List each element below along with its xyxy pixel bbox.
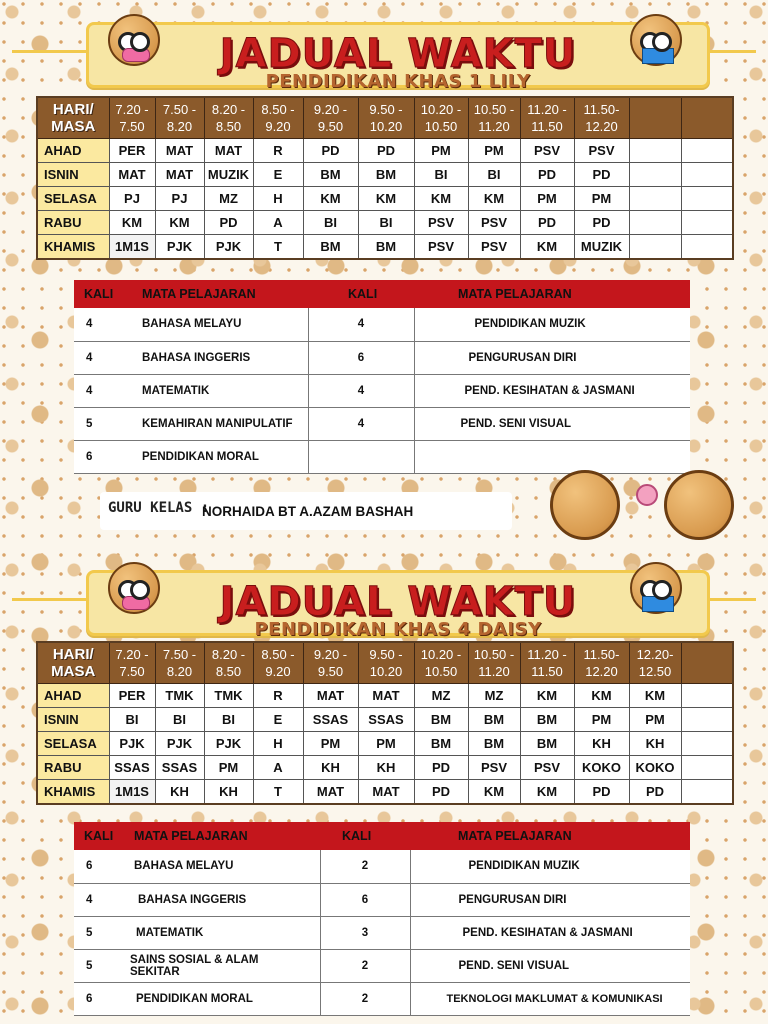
period-cell: PSV	[520, 139, 574, 163]
period-cell: KH	[629, 732, 681, 756]
graduate-cookie-icon	[550, 470, 620, 540]
teacher-label: GURU KELAS :	[108, 500, 210, 516]
cookie-mascot-icon	[108, 562, 160, 614]
period-cell	[629, 235, 681, 259]
day-row-rabu	[37, 211, 733, 235]
subject-row	[74, 440, 690, 473]
period-cell: BM	[468, 732, 520, 756]
period-cell: BI	[414, 163, 468, 187]
period-cell: BM	[303, 163, 358, 187]
subject-name: BAHASA MELAYU	[132, 308, 308, 341]
period-cell: PSV	[468, 211, 520, 235]
period-cell: KM	[468, 780, 520, 804]
subject-row	[74, 374, 690, 407]
kali-value: 5	[74, 949, 124, 982]
period-cell	[681, 732, 733, 756]
kali-value: 6	[320, 883, 410, 916]
period-cell: BM	[520, 732, 574, 756]
period-cell: H	[253, 732, 303, 756]
period-cell: PER	[109, 684, 155, 708]
kali-value: 6	[74, 982, 124, 1015]
period-cell: E	[253, 708, 303, 732]
kali-header: KALI	[320, 822, 410, 850]
time-slot: 7.20 - 7.50	[109, 97, 155, 139]
day-label: SELASA	[37, 732, 109, 756]
period-cell: A	[253, 756, 303, 780]
time-slot: 8.50 - 9.20	[253, 97, 303, 139]
time-slot	[681, 642, 733, 684]
kali-value: 6	[74, 850, 124, 883]
period-cell: PJK	[155, 732, 204, 756]
subject-name: KEMAHIRAN MANIPULATIF	[132, 407, 308, 440]
day-row-isnin	[37, 708, 733, 732]
period-cell: KH	[574, 732, 629, 756]
subject-name: PEND. SENI VISUAL	[410, 949, 690, 982]
time-slot: 7.50 - 8.20	[155, 97, 204, 139]
period-cell	[681, 187, 733, 211]
cookie-reader-icon	[630, 14, 682, 66]
day-label: ISNIN	[37, 163, 109, 187]
subject-name: BAHASA INGGERIS	[132, 341, 308, 374]
period-cell: A	[253, 211, 303, 235]
day-label: KHAMIS	[37, 780, 109, 804]
time-slot: 9.50 - 10.20	[358, 97, 414, 139]
kali-value: 2	[320, 850, 410, 883]
teacher-name: NORHAIDA BT A.AZAM BASHAH	[202, 504, 414, 519]
period-cell: KM	[520, 780, 574, 804]
time-slot	[629, 97, 681, 139]
subject-name: PENDIDIKAN MUZIK	[410, 850, 690, 883]
period-cell: PD	[303, 139, 358, 163]
period-cell: PJK	[155, 235, 204, 259]
period-cell: PM	[629, 708, 681, 732]
day-time-header: HARI/ MASA	[37, 97, 109, 139]
period-cell: KM	[109, 211, 155, 235]
period-cell: PD	[574, 211, 629, 235]
subject-name: TEKNOLOGI MAKLUMAT & KOMUNIKASI	[410, 982, 690, 1015]
period-cell: SSAS	[303, 708, 358, 732]
period-cell: BI	[155, 708, 204, 732]
period-cell: PD	[520, 163, 574, 187]
day-row-selasa	[37, 187, 733, 211]
period-cell: PM	[574, 708, 629, 732]
time-slot: 9.20 - 9.50	[303, 642, 358, 684]
subject-table	[74, 822, 690, 1016]
day-label: AHAD	[37, 139, 109, 163]
period-cell: PJ	[155, 187, 204, 211]
period-cell: SSAS	[155, 756, 204, 780]
day-row-ahad	[37, 139, 733, 163]
kali-value: 2	[320, 949, 410, 982]
period-cell: 1M1S	[109, 780, 155, 804]
day-time-header: HARI/ MASA	[37, 642, 109, 684]
period-cell: MAT	[109, 163, 155, 187]
period-cell: PER	[109, 139, 155, 163]
period-cell: KH	[303, 756, 358, 780]
time-slot: 7.50 - 8.20	[155, 642, 204, 684]
period-cell: KH	[204, 780, 253, 804]
kali-value: 4	[74, 308, 132, 341]
period-cell: PSV	[574, 139, 629, 163]
time-slot: 9.20 - 9.50	[303, 97, 358, 139]
period-cell: MAT	[358, 684, 414, 708]
day-row-ahad	[37, 684, 733, 708]
period-cell: BI	[204, 708, 253, 732]
subject-row	[74, 982, 690, 1015]
period-cell: PJK	[204, 235, 253, 259]
class-subtitle: PENDIDIKAN KHAS 1 LILY	[265, 71, 531, 92]
subject-name: PENDIDIKAN MORAL	[124, 982, 320, 1015]
kali-header: KALI	[308, 280, 414, 308]
period-cell: BI	[303, 211, 358, 235]
period-cell	[681, 211, 733, 235]
subject-header-row	[74, 280, 690, 308]
kali-value: 4	[308, 308, 414, 341]
time-slot: 11.20 - 11.50	[520, 642, 574, 684]
period-cell: PD	[574, 780, 629, 804]
subject-header: MATA PELAJARAN	[132, 280, 308, 308]
period-cell: PD	[520, 211, 574, 235]
day-row-rabu	[37, 756, 733, 780]
period-cell: MZ	[204, 187, 253, 211]
period-cell: KOKO	[629, 756, 681, 780]
period-cell: MAT	[155, 139, 204, 163]
kali-header: KALI	[74, 280, 132, 308]
period-cell: BI	[358, 211, 414, 235]
period-cell: PD	[574, 163, 629, 187]
time-slot: 9.50 - 10.20	[358, 642, 414, 684]
period-cell: BM	[520, 708, 574, 732]
banner	[86, 22, 710, 92]
period-cell: KM	[414, 187, 468, 211]
day-row-khamis	[37, 235, 733, 259]
period-cell: 1M1S	[109, 235, 155, 259]
period-cell: KM	[155, 211, 204, 235]
day-label: SELASA	[37, 187, 109, 211]
period-cell: BM	[358, 235, 414, 259]
subject-name: PENDIDIKAN MORAL	[132, 440, 308, 473]
period-cell: PJ	[109, 187, 155, 211]
time-slot: 10.50 - 11.20	[468, 642, 520, 684]
period-cell: PD	[204, 211, 253, 235]
subject-row	[74, 341, 690, 374]
period-cell: PM	[414, 139, 468, 163]
period-cell: MAT	[155, 163, 204, 187]
subject-row	[74, 407, 690, 440]
period-cell: KM	[520, 235, 574, 259]
period-cell: PM	[303, 732, 358, 756]
period-cell: PD	[629, 780, 681, 804]
period-cell: MAT	[358, 780, 414, 804]
kali-value: 4	[308, 407, 414, 440]
kali-value: 2	[320, 982, 410, 1015]
subject-name: PENGURUSAN DIRI	[410, 883, 690, 916]
period-cell	[629, 187, 681, 211]
period-cell: H	[253, 187, 303, 211]
day-label: KHAMIS	[37, 235, 109, 259]
period-cell: KM	[629, 684, 681, 708]
period-cell: MZ	[414, 684, 468, 708]
period-cell: KM	[303, 187, 358, 211]
period-cell: MAT	[303, 684, 358, 708]
period-cell	[681, 756, 733, 780]
subject-name: PEND. KESIHATAN & JASMANI	[410, 916, 690, 949]
class-teacher	[100, 492, 512, 530]
time-slot: 11.50- 12.20	[574, 642, 629, 684]
timetable-2	[0, 548, 768, 1024]
period-cell: MAT	[303, 780, 358, 804]
time-slot: 10.20 - 10.50	[414, 642, 468, 684]
cookie-reader-icon	[630, 562, 682, 614]
time-header-row	[37, 97, 733, 139]
period-cell: PM	[468, 139, 520, 163]
period-cell: KM	[358, 187, 414, 211]
subject-name: BAHASA MELAYU	[124, 850, 320, 883]
schedule-table	[36, 96, 734, 260]
subject-row	[74, 850, 690, 883]
period-cell: MUZIK	[574, 235, 629, 259]
period-cell	[681, 780, 733, 804]
kali-value: 3	[320, 916, 410, 949]
period-cell	[681, 139, 733, 163]
period-cell: KOKO	[574, 756, 629, 780]
subject-name: PEND. KESIHATAN & JASMANI	[414, 374, 690, 407]
period-cell: PM	[520, 187, 574, 211]
period-cell: E	[253, 163, 303, 187]
period-cell: KH	[358, 756, 414, 780]
time-slot: 12.20- 12.50	[629, 642, 681, 684]
time-slot: 8.50 - 9.20	[253, 642, 303, 684]
day-row-khamis	[37, 780, 733, 804]
period-cell	[681, 708, 733, 732]
kali-header: KALI	[74, 822, 124, 850]
day-label: ISNIN	[37, 708, 109, 732]
period-cell: R	[253, 139, 303, 163]
period-cell: PSV	[468, 756, 520, 780]
period-cell: BM	[303, 235, 358, 259]
kali-value: 5	[74, 916, 124, 949]
time-slot: 11.50- 12.20	[574, 97, 629, 139]
period-cell: KM	[574, 684, 629, 708]
period-cell: PD	[358, 139, 414, 163]
period-cell	[681, 163, 733, 187]
page-title: JADUAL WAKTU	[219, 579, 577, 625]
period-cell: KM	[520, 684, 574, 708]
subject-name: BAHASA INGGERIS	[124, 883, 320, 916]
banner	[86, 570, 710, 640]
period-cell: PM	[204, 756, 253, 780]
subject-header: MATA PELAJARAN	[410, 822, 690, 850]
day-label: RABU	[37, 756, 109, 780]
period-cell: BM	[414, 708, 468, 732]
subject-table	[74, 280, 690, 474]
period-cell	[629, 163, 681, 187]
day-label: RABU	[37, 211, 109, 235]
schedule-table	[36, 641, 734, 805]
period-cell: BM	[414, 732, 468, 756]
period-cell: T	[253, 235, 303, 259]
day-row-isnin	[37, 163, 733, 187]
period-cell: PD	[414, 780, 468, 804]
period-cell: BI	[109, 708, 155, 732]
subject-name: PENGURUSAN DIRI	[414, 341, 690, 374]
time-slot: 7.20 - 7.50	[109, 642, 155, 684]
subject-name: MATEMATIK	[132, 374, 308, 407]
subject-name: PEND. SENI VISUAL	[414, 407, 690, 440]
period-cell: MUZIK	[204, 163, 253, 187]
kali-value: 5	[74, 407, 132, 440]
period-cell	[629, 139, 681, 163]
period-cell: PJK	[204, 732, 253, 756]
flower-icon	[636, 484, 658, 506]
period-cell: TMK	[204, 684, 253, 708]
subject-name: MATEMATIK	[124, 916, 320, 949]
subject-row	[74, 308, 690, 341]
period-cell: MAT	[204, 139, 253, 163]
period-cell: BI	[468, 163, 520, 187]
cookie-mascot-icon	[108, 14, 160, 66]
kali-value: 4	[308, 374, 414, 407]
time-slot: 10.20 - 10.50	[414, 97, 468, 139]
smiling-cookie-icon	[664, 470, 734, 540]
period-cell: BM	[468, 708, 520, 732]
period-cell: BM	[358, 163, 414, 187]
subject-name: SAINS SOSIAL & ALAM SEKITAR	[124, 949, 320, 982]
period-cell: PJK	[109, 732, 155, 756]
kali-value: 4	[74, 374, 132, 407]
period-cell: PM	[574, 187, 629, 211]
time-slot	[681, 97, 733, 139]
period-cell	[629, 211, 681, 235]
page-title: JADUAL WAKTU	[219, 31, 577, 77]
subject-header-row	[74, 822, 690, 850]
period-cell: PSV	[414, 211, 468, 235]
kali-value: 4	[74, 883, 124, 916]
day-label: AHAD	[37, 684, 109, 708]
period-cell: PSV	[520, 756, 574, 780]
period-cell: MZ	[468, 684, 520, 708]
kali-value	[308, 440, 414, 473]
subject-row	[74, 916, 690, 949]
period-cell: PM	[358, 732, 414, 756]
period-cell: PD	[414, 756, 468, 780]
period-cell: PSV	[414, 235, 468, 259]
period-cell: KM	[468, 187, 520, 211]
time-slot: 8.20 - 8.50	[204, 97, 253, 139]
day-row-selasa	[37, 732, 733, 756]
period-cell	[681, 235, 733, 259]
time-header-row	[37, 642, 733, 684]
subject-row	[74, 949, 690, 982]
period-cell: T	[253, 780, 303, 804]
period-cell: R	[253, 684, 303, 708]
period-cell: SSAS	[358, 708, 414, 732]
period-cell: PSV	[468, 235, 520, 259]
subject-header: MATA PELAJARAN	[414, 280, 690, 308]
class-subtitle: PENDIDIKAN KHAS 4 DAISY	[254, 619, 542, 640]
period-cell: SSAS	[109, 756, 155, 780]
period-cell: TMK	[155, 684, 204, 708]
subject-header: MATA PELAJARAN	[124, 822, 320, 850]
kali-value: 6	[74, 440, 132, 473]
time-slot: 11.20 - 11.50	[520, 97, 574, 139]
period-cell: KH	[155, 780, 204, 804]
kali-value: 6	[308, 341, 414, 374]
subject-row	[74, 883, 690, 916]
period-cell	[681, 684, 733, 708]
time-slot: 8.20 - 8.50	[204, 642, 253, 684]
subject-name: PENDIDIKAN MUZIK	[414, 308, 690, 341]
subject-name	[414, 440, 690, 473]
time-slot: 10.50 - 11.20	[468, 97, 520, 139]
kali-value: 4	[74, 341, 132, 374]
